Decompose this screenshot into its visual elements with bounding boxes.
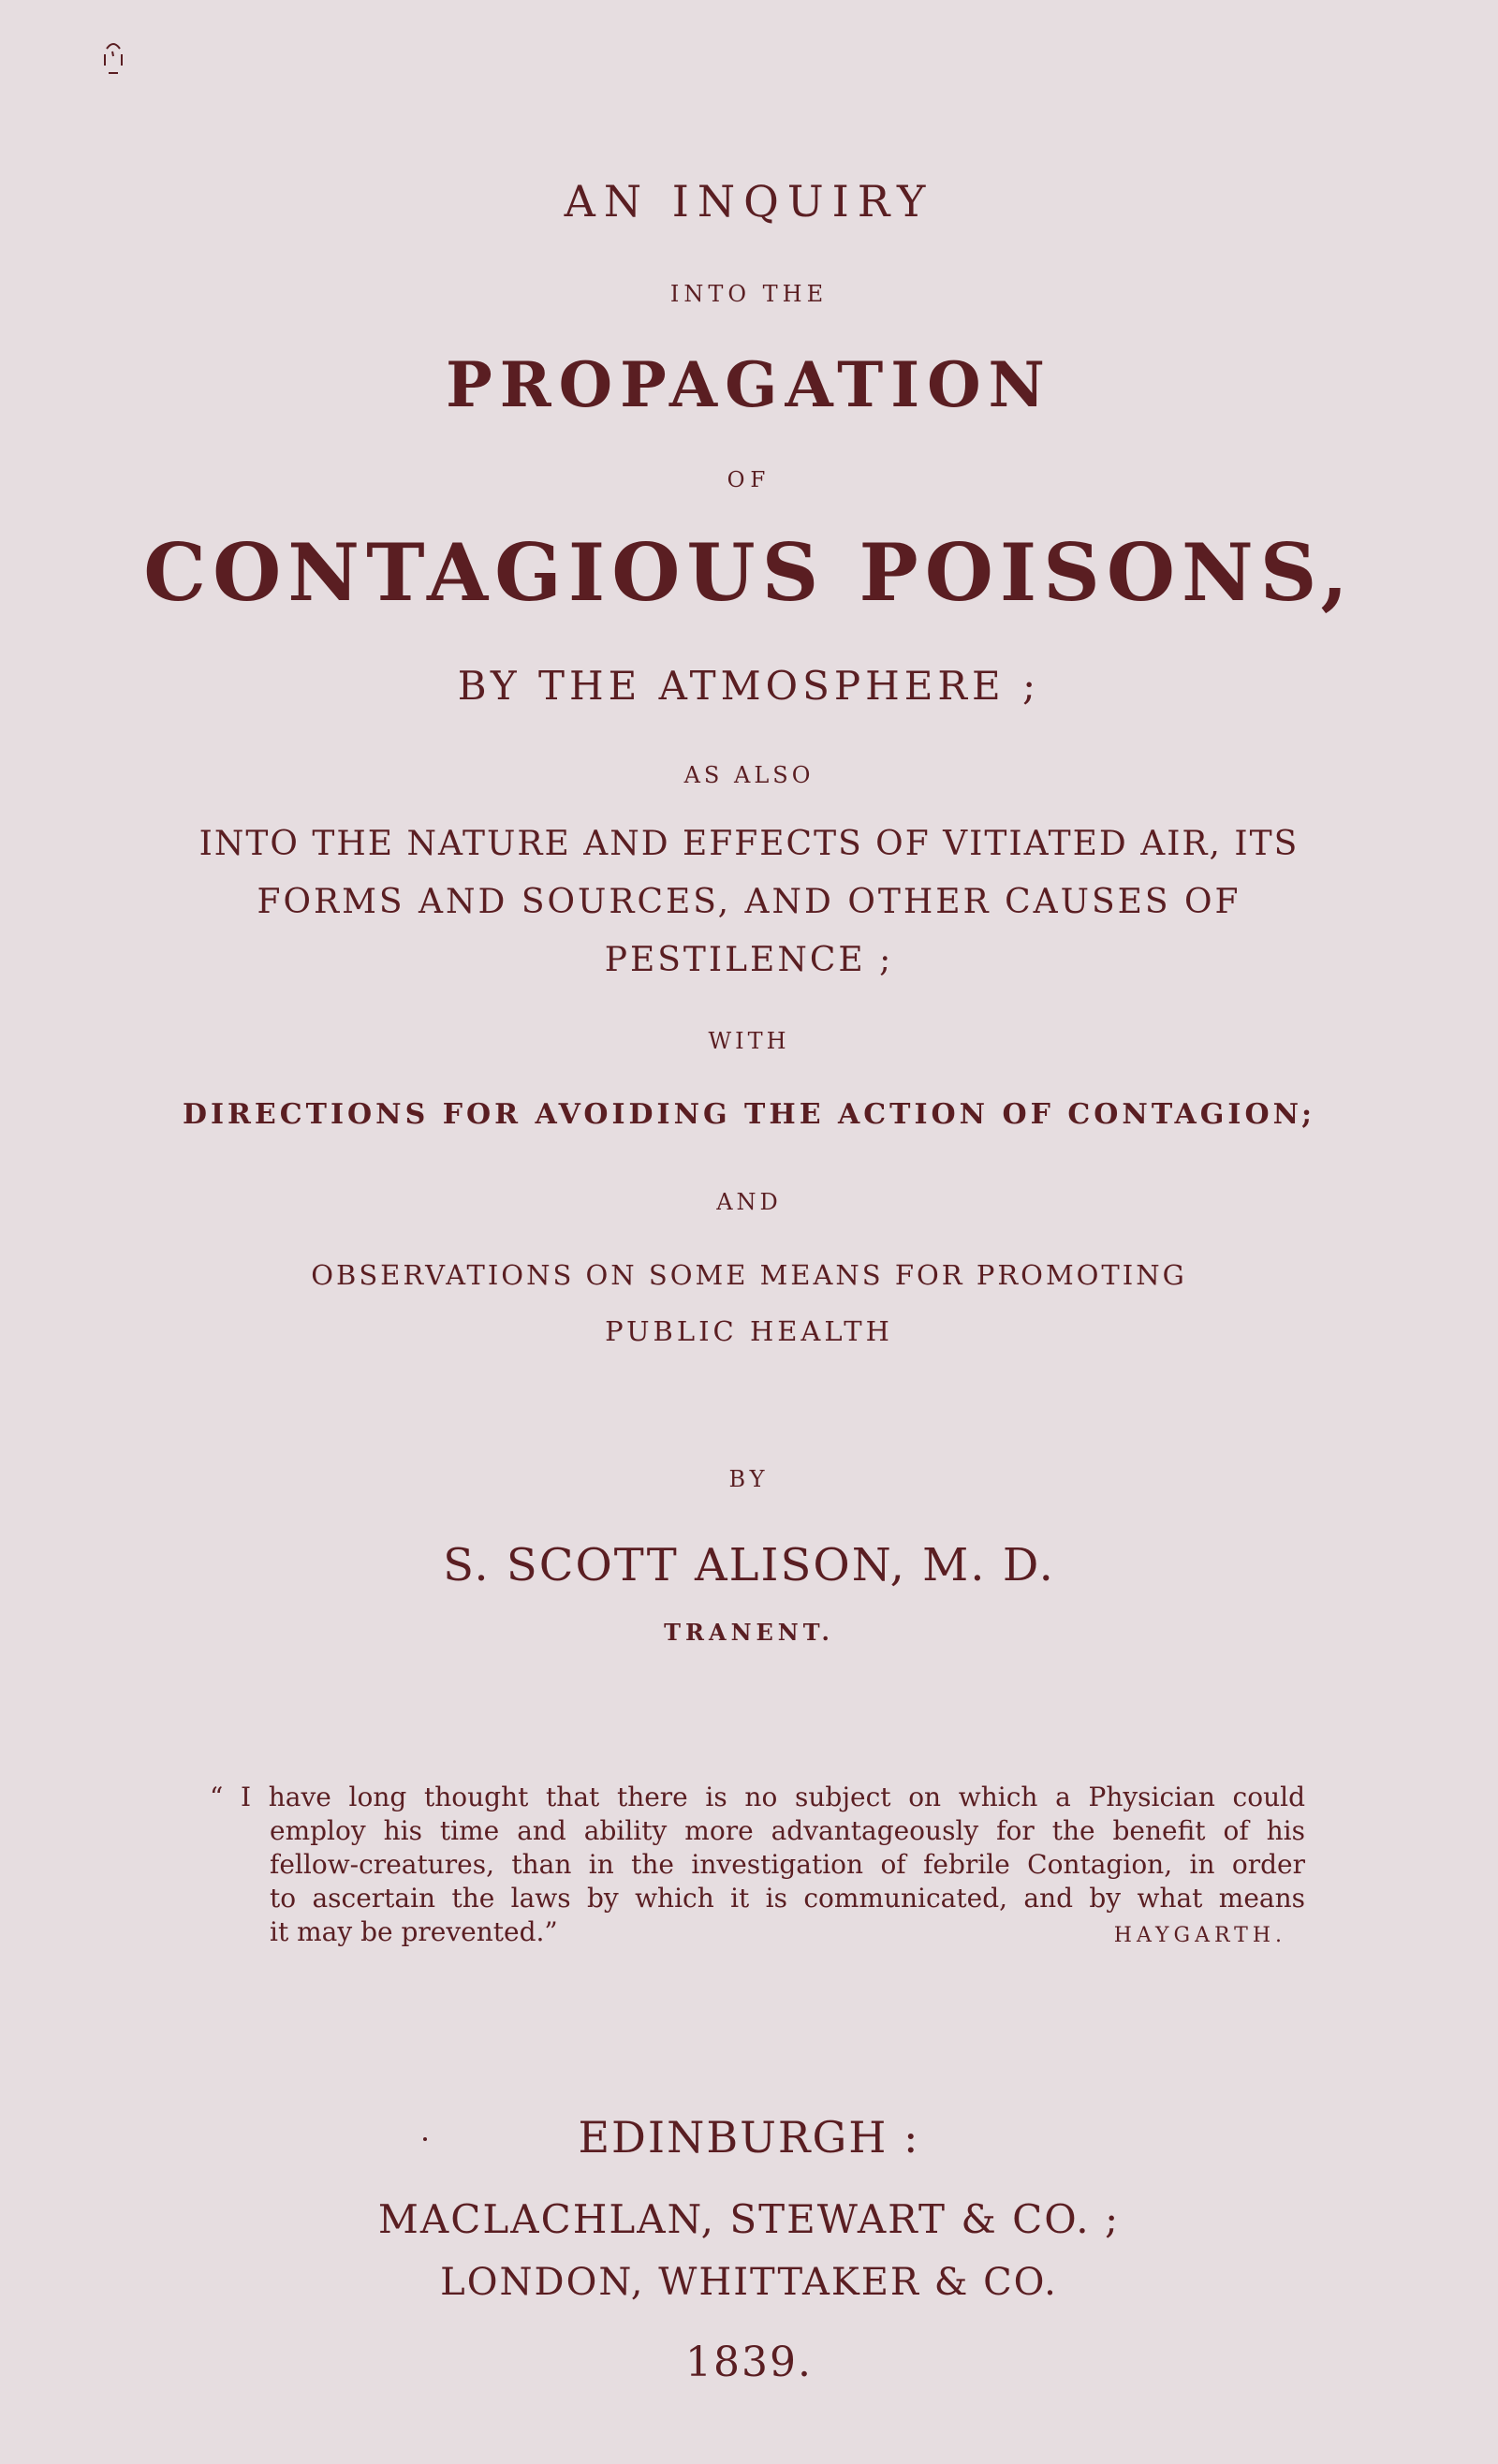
subtitle-line-forms-sources: FORMS AND SOURCES, AND OTHER CAUSES OF [257, 883, 1241, 921]
epigraph-line: “ I have long thought that there is no subject on which a Physician could [210, 1782, 1305, 1812]
imprint-publisher-edinburgh: MACLACHLAN, STEWART & CO. ; [377, 2196, 1121, 2242]
epigraph-line: to ascertain the laws by which it is communicated, and by what means [270, 1883, 1305, 1914]
title-line-as-also: AS ALSO [683, 762, 815, 788]
imprint-city: EDINBURGH : [578, 2112, 920, 2163]
title-line-with: WITH [708, 1028, 790, 1054]
title-line-and: AND [716, 1189, 782, 1215]
title-line-contagious-poisons: CONTAGIOUS POISONS, [143, 526, 1355, 619]
title-line-atmosphere: BY THE ATMOSPHERE ; [457, 663, 1041, 709]
subtitle-line-pestilence: PESTILENCE ; [604, 941, 894, 979]
epigraph-line: it may be prevented.” [270, 1916, 558, 1947]
subtitle-line-vitiated-air: INTO THE NATURE AND EFFECTS OF VITIATED AIR, ITS [198, 825, 1300, 863]
title-line-into-the: INTO THE [669, 281, 829, 307]
epigraph-attribution: HAYGARTH. [1113, 1924, 1286, 1947]
title-line-of: OF [727, 468, 771, 492]
margin-mark-icon [101, 37, 125, 75]
imprint-publisher-london: LONDON, WHITTAKER & CO. [440, 2261, 1058, 2304]
epigraph-line: employ his time and ability more advantageously for the benefit of his [270, 1815, 1305, 1846]
title-line-an-inquiry: AN INQUIRY [564, 176, 934, 227]
title-line-propagation: PROPAGATION [446, 348, 1052, 421]
subtitle-line-directions: DIRECTIONS FOR AVOIDING THE ACTION OF CONTAGION; [182, 1098, 1316, 1131]
epigraph-line: fellow-creatures, than in the investigation of febrile Contagion, in order [270, 1849, 1305, 1880]
imprint-year: 1839. [685, 2339, 813, 2386]
epigraph-last-line [210, 1915, 1305, 1949]
title-line-by: BY [728, 1466, 770, 1492]
epigraph [210, 1781, 1305, 1949]
author-name: S. SCOTT ALISON, M. D. [443, 1539, 1055, 1591]
subtitle-line-observations: OBSERVATIONS ON SOME MEANS FOR PROMOTING [311, 1259, 1187, 1291]
subtitle-line-public-health: PUBLIC HEALTH [605, 1315, 893, 1347]
author-place: TRANENT. [664, 1619, 834, 1646]
